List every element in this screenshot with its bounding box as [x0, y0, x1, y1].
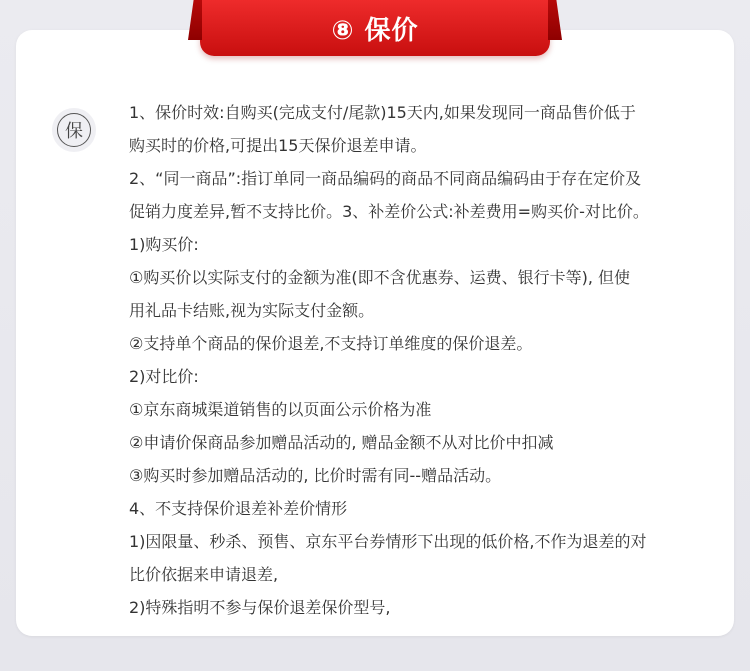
policy-line: 1)因限量、秒杀、预售、京东平台券情形下出现的低价格,不作为退差的对: [129, 532, 647, 551]
policy-line: ①购买价以实际支付的金额为准(即不含优惠券、运费、银行卡等), 但使: [129, 268, 631, 287]
baojia-badge-char: 保: [57, 113, 91, 147]
section-header-tab: [200, 0, 550, 56]
policy-line: ②申请价保商品参加赠品活动的, 赠品金额不从对比价中扣减: [129, 433, 554, 452]
policy-text: [129, 96, 689, 624]
policy-line: ①京东商城渠道销售的以页面公示价格为准: [129, 400, 432, 419]
policy-line: 促销力度差异,暂不支持比价。3、补差价公式:补差费用=购买价-对比价。: [129, 202, 649, 221]
policy-line: 1、保价时效:自购买(完成支付/尾款)15天内,如果发现同一商品售价低于: [129, 103, 636, 122]
policy-line: 比价依据来申请退差,: [129, 565, 279, 584]
policy-line: ③购买时参加赠品活动的, 比价时需有同--赠品活动。: [129, 466, 502, 485]
policy-line: 2)对比价:: [129, 367, 199, 386]
policy-line: 2、“同一商品”:指订单同一商品编码的商品不同商品编码由于存在定价及: [129, 169, 642, 188]
policy-line: 2)特殊指明不参与保价退差保价型号,: [129, 598, 391, 617]
baojia-badge-icon: [52, 108, 96, 152]
policy-line: ②支持单个商品的保价退差,不支持订单维度的保价退差。: [129, 334, 533, 353]
policy-line: 4、不支持保价退差补差价情形: [129, 499, 348, 518]
section-title: ⑧ 保价: [331, 15, 419, 46]
policy-line: 1)购买价:: [129, 235, 199, 254]
policy-line: 购买时的价格,可提出15天保价退差申请。: [129, 136, 427, 155]
policy-line: 用礼品卡结账,视为实际支付金额。: [129, 301, 375, 320]
